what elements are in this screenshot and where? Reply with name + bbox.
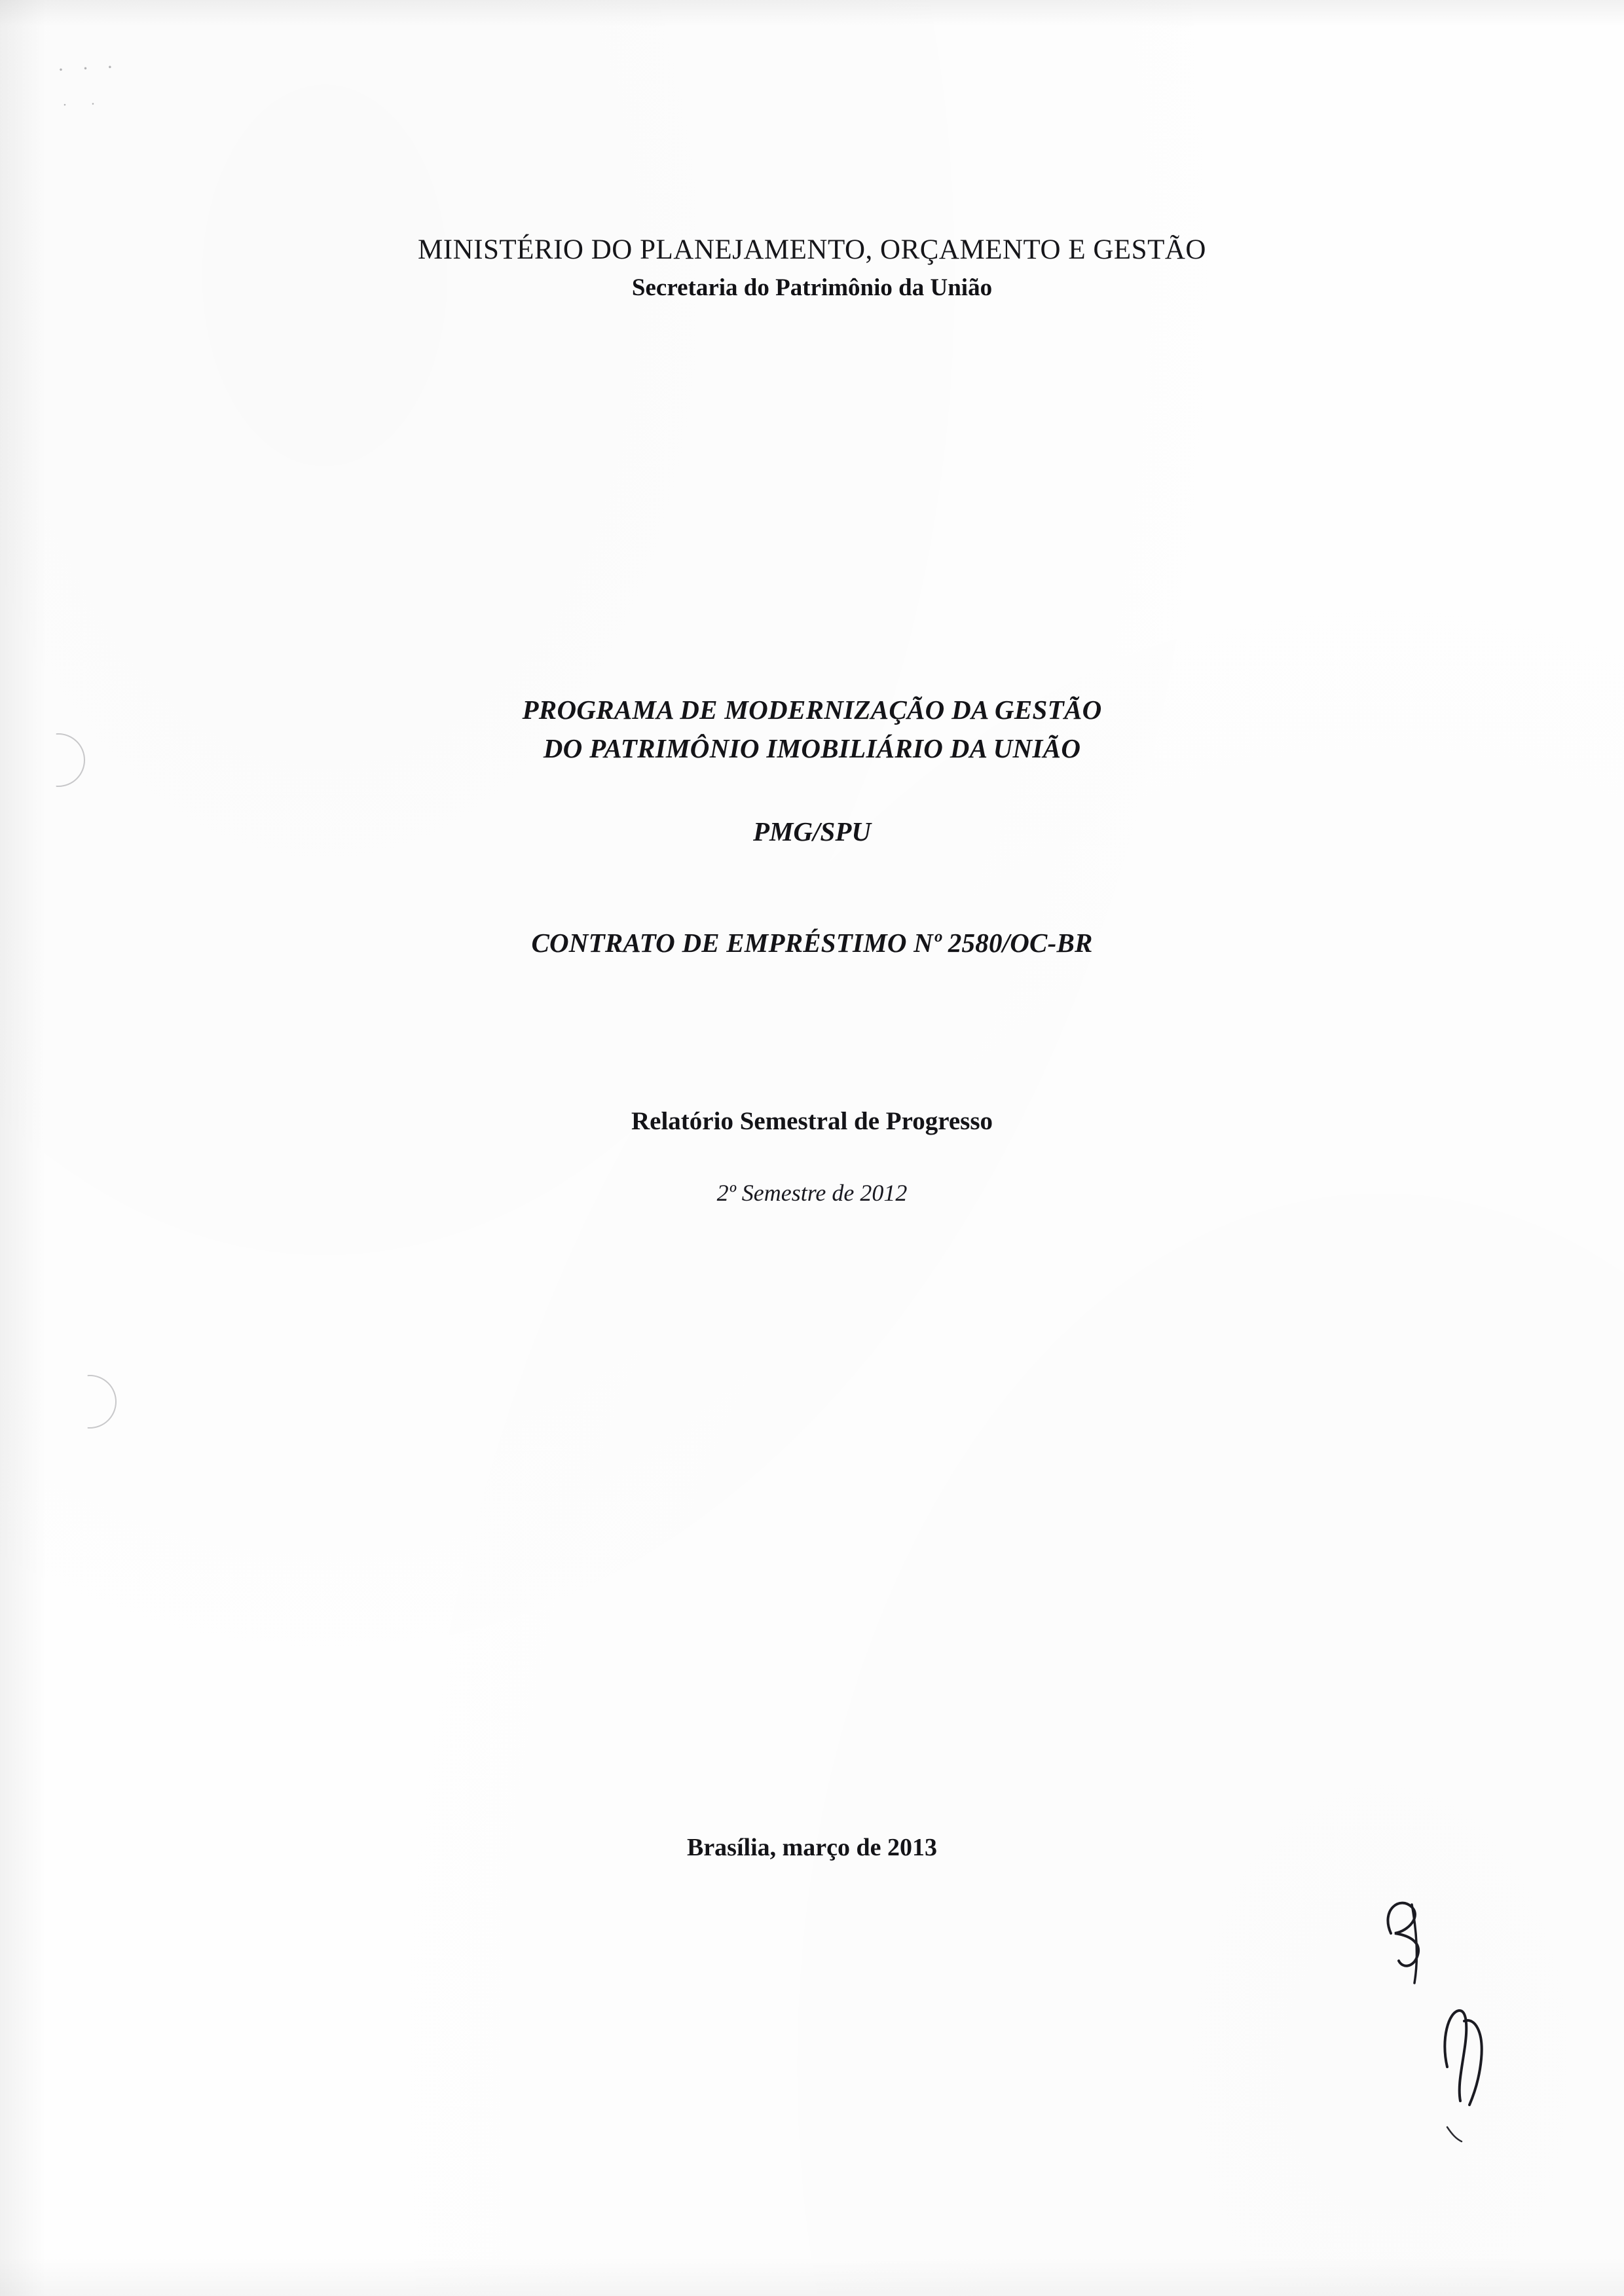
scan-shadow-top xyxy=(0,0,1624,26)
hole-punch-mark-lower xyxy=(63,1375,117,1429)
program-section xyxy=(0,691,1624,958)
scan-artifact-mark: · · · xyxy=(57,56,120,81)
report-title: Relatório Semestral de Progresso xyxy=(631,1107,993,1135)
report-section xyxy=(0,1106,1624,1207)
ministry-name: MINISTÉRIO DO PLANEJAMENTO, ORÇAMENTO E GESTÃO xyxy=(418,234,1206,265)
scan-artifact-mark-secondary: . . xyxy=(62,90,105,109)
secretariat-name: Secretaria do Patrimônio da União xyxy=(631,274,993,301)
handwritten-signature-mark xyxy=(1349,1870,1519,2145)
program-acronym: PMG/SPU xyxy=(753,816,871,847)
report-period: 2º Semestre de 2012 xyxy=(716,1180,908,1206)
scan-shadow-bottom xyxy=(0,2257,1624,2296)
program-title-line-1: PROGRAMA DE MODERNIZAÇÃO DA GESTÃO xyxy=(522,695,1102,725)
contract-number: CONTRATO DE EMPRÉSTIMO Nº 2580/OC-BR xyxy=(531,927,1093,958)
program-title-line-2: DO PATRIMÔNIO IMOBILIÁRIO DA UNIÃO xyxy=(543,733,1081,764)
ministry-header xyxy=(0,232,1624,304)
place-and-date: Brasília, março de 2013 xyxy=(686,1834,938,1861)
